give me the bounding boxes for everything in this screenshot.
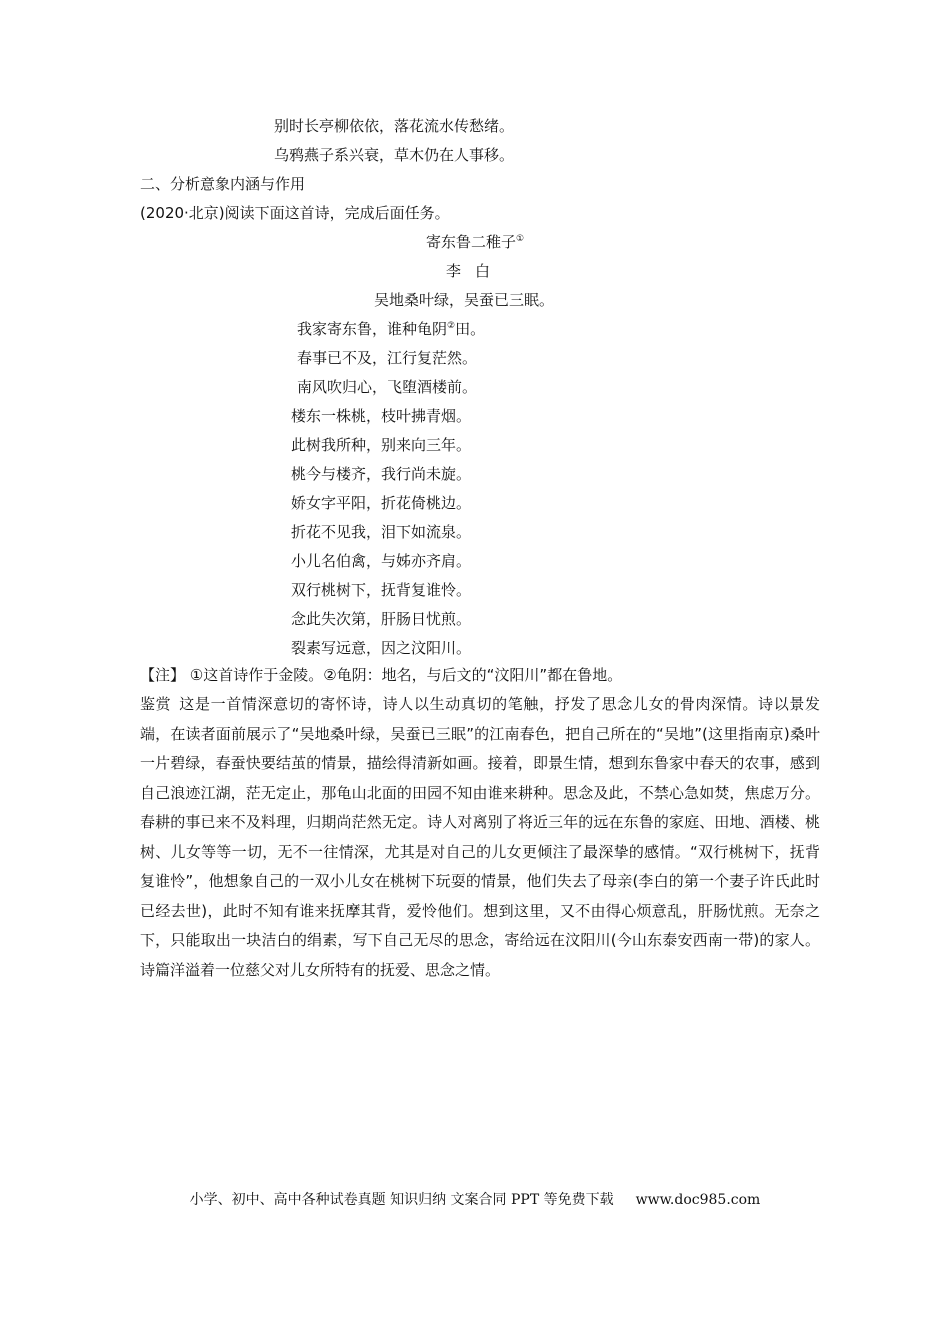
poem-line-note-mark: ② [447,321,456,331]
poem-line: 桃今与楼齐，我行尚未旋。 [291,465,472,483]
poem-line: 念此失次第，肝肠日忧煎。 [291,610,472,628]
commentary-lead: 鉴赏 [140,695,172,713]
poem-opening-line: 吴地桑叶绿，吴蚕已三眠。 [374,291,555,309]
poem-author: 李白 [445,262,504,280]
poem-line-text: 我家寄东鲁，谁种龟阴 [297,320,448,338]
poem-line: 折花不见我，泪下如流泉。 [291,523,472,541]
poem-line: 春事已不及，江行复茫然。 [297,349,478,367]
commentary-text: 这是一首情深意切的寄怀诗，诗人以生动真切的笔触，抒发了思念儿女的骨肉深情。诗以景发端，在读者面前展示了“吴地桑叶绿，吴蚕已三眠”的江南春色，把自己所在的“吴地”(这里指南京)桑叶一片碧绿，春蚕快要结茧的情景，描绘得清新如画。接着，即景生情，想到东鲁家中春天的农事，感到自己浪迹江湖，茫无定止，那龟山北面的田园不知由谁来耕种。思念及此，不禁心急如焚，焦虑万分。春耕的事已来不及料理，归期尚茫然无定。诗人对离别了将近三年的远在东鲁的家庭、田地、酒楼、桃树、儿女等等一切，无不一往情深，尤其是对自己的儿女更倾注了最深挚的感情。“双行桃树下，抚背复谁怜”，他想象自己的一双小儿女在桃树下玩耍的情景，他们失去了母亲(李白的第一个妻子许氏此时已经去世)，此时不知有谁来抚摩其背，爱怜他们。想到这里，又不由得心烦意乱，肝肠忧煎。无奈之下，只能取出一块洁白的绢素，写下自己无尽的思念，寄给远在汶阳川(今山东泰安西南一带)的家人。诗篇洋溢着一位慈父对儿女所特有的抚爱、思念之情。 [140,695,820,979]
poem-line: 娇女字平阳，折花倚桃边。 [291,494,472,512]
verse-line-1: 别时长亭柳依依，落花流水传愁绪。 [274,117,515,135]
poem-title [0,232,950,252]
poem-line: 此树我所种，别来向三年。 [291,436,472,454]
footer-url: www.doc985.com [635,1192,761,1208]
poem-line: 楼东一株桃，枝叶拂青烟。 [291,407,472,425]
footer-text: 小学、初中、高中各种试卷真题 知识归纳 文案合同 PPT 等免费下载 [189,1192,614,1208]
poem-line: 双行桃树下，抚背复谁怜。 [291,581,472,599]
poem-footnote: 【注】 ①这首诗作于金陵。②龟阴：地名，与后文的“汶阳川”都在鲁地。 [140,666,623,684]
poem-line: 小儿名伯禽，与姊亦齐肩。 [291,552,472,570]
task-intro: (2020·北京)阅读下面这首诗，完成后面任务。 [140,204,450,222]
poem-line-text: 田。 [455,320,486,338]
commentary-paragraph [140,690,820,985]
section-heading: 二、分析意象内涵与作用 [140,175,306,193]
poem-line: 南风吹归心，飞堕酒楼前。 [297,378,478,396]
page-footer [0,1190,950,1210]
poem-line [297,319,485,339]
poem-title-text: 寄东鲁二稚子 [425,233,516,251]
verse-line-2: 乌鸦燕子系兴衰，草木仍在人事移。 [274,146,515,164]
poem-line: 裂素写远意，因之汶阳川。 [291,639,472,657]
poem-title-note-mark: ① [515,234,525,244]
